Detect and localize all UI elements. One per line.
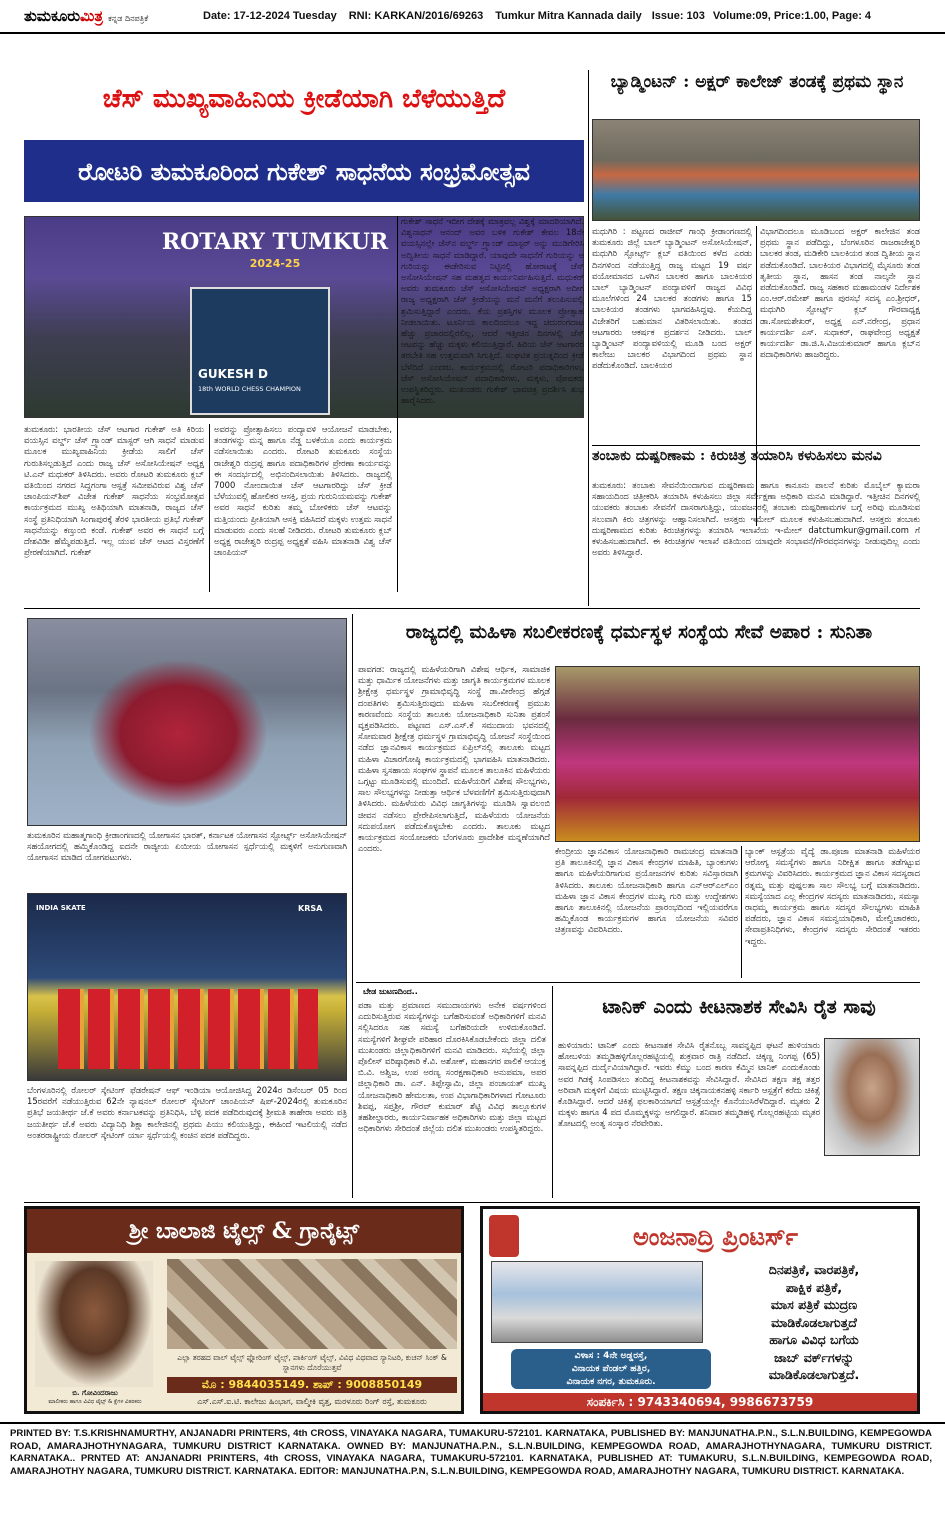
- section-rule: [356, 982, 920, 983]
- badminton-body-col1: ಮಧುಗಿರಿ : ಪಟ್ಟಣದ ರಾಜೀವ್ ಗಾಂಧಿ ಕ್ರೀಡಾಂಗಣದಲ್ಲಿ ತುಮಕೂರು ಜಿಲ್ಲೆ ಬಾಲ್ ಬ್ಯಾಡ್ಮಿಂಟನ್ ಅಸೋಸಿಯೇಷನ್, ಮಧುಗಿರಿ ಸ್ಪೋರ್ಟ್ಸ್ ಕ್ಲಬ್ ವತಿಯಿಂದ ಕಳೆದ ಎರಡು ದಿನಗಳಿಂದ ನಡೆಯುತ್ತಿದ್ದ ರಾಜ್ಯ ಮಟ್ಟದ 19 ವರ್ಷ ವಯೋಮಾನದ ಒಳಗಿನ ಬಾಲಕರ ಹಾಗೂ ಬಾಲಕಿಯರ ಬಾಲ್ ಬ್ಯಾಡ್ಮಿಂಟನ್ ಪಂದ್ಯಾವಳಿಗೆ ರಾಜ್ಯದ ವಿವಿಧ ಮೂಲೆಗಳಿಂದ 24 ಬಾಲಕರ ತಂಡಗಳು ಹಾಗೂ 15 ಬಾಲಕಿಯರ ತಂಡಗಳು ಭಾಗವಹಿಸಿದ್ದವು. ಕೆಯದಿದ್ದ ವಿಜೇತರಿಗೆ ಬಹುಮಾನ ವಿತರಿಸಲಾಯಿತು. ತಂಡದ ಆಟಗಾರರು ಆಕರ್ಷಕ ಪ್ರದರ್ಶನ ನೀಡಿದರು. ಬಾಲ್ ಬ್ಯಾಡ್ಮಿಂಟನ್ ಪಂದ್ಯಾವಳಿಯಲ್ಲಿ ಮೂಡಿ ಬಂದ ಅಕ್ಷರ್ ಕಾಲೇಜು ಬಾಲಕರ ವಿಭಾಗದಿಂದ ಪ್ರಥಮ ಸ್ಥಾನ ಪಡೆದುಕೊಂಡಿದೆ. ಬಾಲಕಿಯರ: [592, 226, 752, 371]
- chess-kicker: ಚೆಸ್ ಮುಖ್ಯವಾಹಿನಿಯ ಕ್ರೀಡೆಯಾಗಿ ಬೆಳೆಯುತ್ತಿದೆ: [102, 84, 506, 114]
- anjanadri-printers-ad: [480, 1206, 920, 1414]
- address-line: ವಿನಾಯಕ ಪೆಂಡಲ್ ಹತ್ತಿರ,: [571, 1364, 651, 1374]
- hanuman-icon: [489, 1215, 519, 1257]
- column-rule: [352, 614, 353, 1198]
- rni-number: RNI: KARKAN/2016/69263: [348, 10, 484, 22]
- public-meeting-body: ಪಡಾ ಮತ್ತು ಪ್ರಮಾಣದ ಸಮುದಾಯಗಳು ಅನೇಕ ವರ್ಷಗಳಿಂದ ಎದುರಿಸುತ್ತಿರುವ ಸಮಸ್ಯೆಗಳನ್ನು ಬಗೆಹರಿಸುವಂತೆ ಅಧಿಕಾರಿಗಳಿಗೆ ಮನವಿ ಸಲ್ಲಿಸಿದರೂ ಸಹ ಸಮಸ್ಯೆ ಬಗೆಹರಿಯದೇ ಉಳಿದುಕೊಂಡಿದೆ. ಸಮಸ್ಯೆಗಳಿಗೆ ಶೀಘ್ರವೇ ಪರಿಹಾರ ದೊರಕಿಸಿಕೊಡಬೇಕೆಂದು ಜಿಲ್ಲಾ ದಲಿತ ಮುಖಂಡರು ಜಿಲ್ಲಾಧಿಕಾರಿಗಳಿಗೆ ಮನವಿ ಮಾಡಿದರು. ಸಭೆಯಲ್ಲಿ ಜಿಲ್ಲಾ ಪೊಲೀಸ್ ವರಿಷ್ಠಾಧಿಕಾರಿ ಕೆ.ವಿ. ಅಶೋಕ್, ಮಹಾನಗರ ಪಾಲಿಕೆ ಆಯುಕ್ತ ಬಿ.ವಿ. ಅಶ್ವಿಜ, ಉಪ ಅರಣ್ಯ ಸಂರಕ್ಷಣಾಧಿಕಾರಿ ಅನುಪಮಾ, ಅಪರ ಜಿಲ್ಲಾಧಿಕಾರಿ ಡಾ. ಎನ್. ತಿಪ್ಪೇಸ್ವಾಮಿ, ಜಿಲ್ಲಾ ಪಂಚಾಯತ್ ಮುಖ್ಯ ಯೋಜನಾಧಿಕಾರಿ ಹೇಮಲತಾ, ಉಪ ವಿಭಾಗಾಧಿಕಾರಿಗಳಾದ ಗೋಟೂರು ಶಿವಪ್ಪ, ಸಪ್ತಶ್ರೀ, ಗೌರವ್ ಕುಮಾರ್ ಶೆಟ್ಟಿ ವಿವಿಧ ತಾಲ್ಲೂಕುಗಳ ತಹಶೀಲ್ದಾರರು, ಕಾರ್ಯನಿರ್ವಾಹಕ ಅಧಿಕಾರಿಗಳು ಮತ್ತು ಜಿಲ್ಲಾ ಮಟ್ಟದ ಅಧಿಕಾರಿಗಳು ಸೇರಿದಂತೆ ಜಿಲ್ಲೆಯ ದಲಿತ ಮುಖಂಡರು ಉಪಸ್ಥಿತರಿದ್ದರು.: [358, 1000, 546, 1134]
- anjanadri-contact: ಸಂಪರ್ಕಿಸಿ : 9743340694, 9986673759: [483, 1393, 917, 1411]
- chess-headline: ರೋಟರಿ ತುಮಕೂರಿಂದ ಗುಕೇಶ್ ಸಾಧನೆಯ ಸಂಭ್ರಮೋತ್ಸವ: [24, 140, 584, 202]
- photo-banner-year: 2024-25: [249, 257, 301, 270]
- women-event-photo: [555, 666, 920, 842]
- farmer-body: ಹುಳಿಯಾರು: ಟಾನಿಕ್ ಎಂದು ಕೀಟನಾಶಕ ಸೇವಿಸಿ ರೈತನೊಬ್ಬ ಸಾವನ್ನಪ್ಪಿದ ಘಟನೆ ಹುಳಿಯಾರು ಹೋಬಳಿಯ ತಮ್ಮಡಿಹಳ್ಳಿಗೊಲ್ಲರಹಟ್ಟಿಯಲ್ಲಿ ಶುಕ್ರವಾರ ರಾತ್ರಿ ನಡೆದಿದೆ. ಚಿಕ್ಕಣ್ಣ ನಿಂಗಪ್ಪ (65) ಸಾವನ್ನಪ್ಪಿದ ದುರ್ದೈವಿಯಾಗಿದ್ದಾರೆ. ಇವರು ಕೆಮ್ಮು ಬಂದ ಕಾರಣ ಕೆಮ್ಮಿನ ಟಾನಿಕ್ ಎಂದುಕೊಂಡು ಅವರ ಗಿಡಕ್ಕೆ ಸಿಂಪಡಿಸಲು ತಂದಿದ್ದ ಕೀಟನಾಶಕವನ್ನು ಸೇವಿಸಿದ್ದಾರೆ. ಸೇವಿಸಿದ ತಕ್ಷಣ ತಕ್ಷ ತತ್ತರ ಅರಿವಾಗಿ ಮಕ್ಕಳಿಗೆ ವಿಷಯ ಮುಟ್ಟಿಸಿದ್ದಾರೆ. ತಕ್ಷಣ ಚಿಕ್ಕನಾಯಕನಹಳ್ಳಿ ಸರ್ಕಾರಿ ಆಸ್ಪತ್ರೆಗೆ ಕರೆದು ಚಿಕಿತ್ಸೆ ಕೊಡಿಸಿದ್ದಾರೆ. ಆದರೆ ಚಿಕಿತ್ಸೆ ಫಲಕಾರಿಯಾಗದೆ ಆಸ್ಪತ್ರೆಯಲ್ಲೇ ಕೊನೆಯುಸಿರೆಳೆದಿದ್ದಾರೆ. ಮೃತರು 2 ಮಕ್ಕಳು ಹಾಗೂ 4 ಪದ ಮೊಮ್ಮಕ್ಕಳನ್ನು ಅಗಲಿದ್ದಾರೆ. ಶನಿವಾರ ತಮ್ಮಡಿಹಳ್ಳಿ ಗೊಲ್ಲರಹಟ್ಟಿಯ ಮೃತರ ತೋಟದಲ್ಲಿ ಅಂತ್ಯ ಸಂಸ್ಕಾರ ನೆರವೇರಿತು.: [558, 1040, 820, 1129]
- anjanadri-ad-title: ಅಂಜನಾದ್ರಿ ಪ್ರಿಂಟರ್ಸ್: [632, 1221, 798, 1251]
- anjanadri-address-box: [511, 1349, 711, 1389]
- service-line: ಹಾಗೂ ವಿವಿಧ ಬಗೆಯ: [769, 1332, 859, 1347]
- column-rule: [552, 986, 553, 1198]
- poster-subtitle: 18th WORLD CHESS CHAMPION: [198, 385, 301, 393]
- badminton-team-photo: [592, 119, 920, 221]
- skate-banner-left: INDIA SKATE: [36, 904, 86, 912]
- paper-name: Tumkur Mitra Kannada daily: [495, 10, 642, 22]
- roller-skating-photo: [27, 893, 347, 1081]
- proprietor-photo: [35, 1261, 153, 1387]
- women-empowerment-headline: ರಾಜ್ಯದಲ್ಲಿ ಮಹಿಳಾ ಸಬಲೀಕರಣಕ್ಕೆ ಧರ್ಮಸ್ಥಳ ಸಂಸ್ಥೆಯ ಸೇವೆ ಅಪಾರ : ಸುನಿತಾ: [405, 622, 873, 643]
- chess-body-col1: ತುಮಕೂರು: ಭಾರತೀಯ ಚೆಸ್ ಆಟಗಾರ ಗುಕೇಶ್ ಅತಿ ಕಿರಿಯ ವಯಸ್ಸಿನ ವರ್ಲ್ಡ್ ಚೆಸ್ ಗ್ರ್ಯಾಂಡ್ ಮಾಸ್ಟರ್ ಆಗಿ ಸಾಧನೆ ಮಾಡುವ ಮೂಲಕ ಮುಖ್ಯವಾಹಿನಿಯ ಕ್ರೀಡೆಯ ಸಾಲಿಗೆ ಚೆಸ್ ಗುರುತಿಸಲ್ಪಡುತ್ತಿದೆ ಎಂದು ರಾಜ್ಯ ಚೆಸ್ ಅಸೋಸಿಯೇಷನ್ ಅಧ್ಯಕ್ಷ ಟಿ.ಎನ್ ಮಧುಕರ್ ತಿಳಿಸಿದರು. ಅವರು ರೋಟರಿ ತುಮಕೂರು ಕ್ಲಬ್ ವತಿಯಿಂದ ನಗರದ ಸಿದ್ದಗಂಗಾ ಆಸ್ಪತ್ರೆ ಸಮೀಪವಿರುವ ವಿಶ್ವ ಚೆಸ್ ಚಾಂಪಿಯನ್‌ಶಿಪ್ ವಿಜೇತ ಗುಕೇಶ್ ಸಾಧನೆಯ ಸಂಭ್ರಮೋತ್ಸವ ಕಾರ್ಯಕ್ರಮದ ಮುಖ್ಯ ಅತಿಥಿಯಾಗಿ ಮಾತನಾಡಿ, ರಾಜ್ಯದ ಚೆಸ್ ಸಂಸ್ಥೆ ಪ್ರತಿನಿಧಿಯಾಗಿ ಸಿಂಗಾಪುರಕ್ಕೆ ತೆರಳಿ ಭಾರತೀಯ ಪ್ರತಿಭೆ ಗುಕೇಶ್ ಸಾಧನೆಯನ್ನು ಕಣ್ತುಂಬಿ ಕಂಡೆ. ಗುಕೇಶ್ ಅವರ ಈ ಸಾಧನೆ ಬಗ್ಗೆ ದೇಶವಿಡೀ ಹೆಮ್ಮೆಪಡುತ್ತಿದೆ. ಇಲ್ಲ ಯುವ ಚೆಸ್ ಆಟದ ವಿಸ್ತರಣೆಗೆ ಪ್ರೇರಣೆಯಾಗಿದೆ. ಗುಕೇಶ್: [24, 424, 204, 558]
- chess-body-col2: ಅವರನ್ನು ಪ್ರೋತ್ಸಾಹಿಸಲು ಪಂದ್ಯಾವಳಿ ಆಯೋಜನೆ ಮಾಡಬೇಕು, ತಂಡಗಳನ್ನು ಮನ್ನ ಹಾಗೂ ನೆಡ್ಡ ಬಳಕೆಯೂ ಎಂದು ಕಾರ್ಯಕ್ರಮ ನಡೆಸಲಾಯಿತು ಎಂದರು. ರೋಟರಿ ತುಮಕೂರು ಸಂಸ್ಥೆಯ ರಾಜೇಶ್ವರಿ ರುದ್ರಪ್ಪ ಹಾಗೂ ಪದಾಧಿಕಾರಿಗಳ ಪ್ರೇರಣಾ ಕಾರ್ಯವನ್ನು ಈ ಸಂದರ್ಭದಲ್ಲಿ ಅಭಿನಂದಿಸಲಾಯಿತು ತಿಳಿಸಿದರು. ರಾಜ್ಯದಲ್ಲಿ 7000 ನೋಂದಾಯಿತ ಚೆಸ್ ಆಟಗಾರರಿದ್ದು ಚೆಸ್ ಕ್ರೀಡೆ ಬೆಳೆಯುವಲ್ಲಿ ಹೋಲಿಕರ ಆಸಕ್ತಿ, ಪ್ರಯ ಗುರುನಿಯಮವನ್ನು ಗುಕೇಶ್ ಅವರ ಸಾಧನೆ ಕುರಿತು ತಮ್ಮ ಬೋಳಿಕರು ಚೆಸ್ ಆಟವನ್ನು ಮತ್ತಿಯಂದು ಪ್ರೀತಿಯಾಗಿ ಆಸಕ್ತಿ ವಹಿಸಿದರೆ ಮಕ್ಕಳು ಉತ್ತಮ ಸಾಧನೆ ಮಾಡುವರು ಎಂದು ಸಲಹೆ ನೀಡಿದರು. ರೋಟರಿ ತುಮಕೂರು ಕ್ಲಬ್ ಅಧ್ಯಕ್ಷ ರಾಜೇಶ್ವರಿ ರುದ್ರಪ್ಪ ಅಧ್ಯಕ್ಷತೆ ವಹಿಸಿ ಮಾತನಾಡಿ ವಿಶ್ವ ಚೆಸ್ ಚಾಂಪಿಯನ್: [214, 424, 392, 558]
- tobacco-body: ತುಮಕೂರು: ತಂಬಾಕು ಸೇವನೆಯಿಂದಾಗುವ ದುಷ್ಪರಿಣಾಮ ಹಾಗೂ ಕಾನೂನು ಪಾಲನೆ ಕುರಿತು ಮೊಬೈಲ್ ಕ್ಯಾಮರಾ ಸಹಾಯದಿಂದ ಚಿತ್ರೀಕರಿಸಿ ತಯಾರಿಸಿ ಕಳುಹಿಸಲು ಜಿಲ್ಲಾ ಸರ್ವೇಕ್ಷಣಾ ಅಧಿಕಾರಿ ಮನವಿ ಮಾಡಿದ್ದಾರೆ. ಇತ್ತೀಚಿನ ದಿನಗಳಲ್ಲಿ ಯುವಕರು ತಂಬಾಕು ಸೇವನೆಗೆ ದಾಸರಾಗುತ್ತಿದ್ದು, ಯುವಜನರಲ್ಲಿ ತಂಬಾಕು ದುಷ್ಪರಿಣಾಮಗಳ ಬಗ್ಗೆ ಅರಿವು ಮೂಡಿಸುವ ಸಲುವಾಗಿ ಕಿರು ಚಿತ್ರಗಳನ್ನು ಆಹ್ವಾನಿಸಲಾಗಿದೆ. ಆಸಕ್ತರು ಇಮೇಲ್ ಮೂಲಕ ಕಳುಹಿಸಬಹುದಾಗಿದೆ. ಆಸಕ್ತರು ತಂಬಾಕು ದುಷ್ಪರಿಣಾಮದ ಕುರಿತು ಕಿರುಚಿತ್ರಗಳನ್ನು ತಯಾರಿಸಿ ಇಲಾಖೆಯ ಇ-ಮೇಲ್ datctumkur@gmail.com ಗೆ ಕಳುಹಿಸಬಹುದಾಗಿದೆ. ಈ ಕಿರುಚಿತ್ರಗಳ ಇಲಾಖೆ ವತಿಯಿಂದ ಯಾವುದೇ ಸಂಭಾವನೆ/ಗೌರವಧನಗಳನ್ನು ನೀಡುವುದಿಲ್ಲ ಎಂದು ಅವರು ತಿಳಿಸಿದ್ದಾರೆ.: [592, 480, 920, 558]
- service-line: ಮಾಸ ಪತ್ರಿಕೆ ಮುದ್ರಣ: [770, 1297, 858, 1312]
- service-line: ಪಾಕ್ಷಿಕ ಪತ್ರಿಕೆ,: [785, 1279, 843, 1295]
- skating-caption: ಬೆಂಗಳೂರಿನಲ್ಲಿ ರೋಲರ್ ಸ್ಕೇಟಿಂಗ್ ಫೆಡರೇಷನ್ ಆಫ್ ಇಂಡಿಯಾ ಆಯೋಜಿಸಿದ್ದ 2024ರ ಡಿಸೆಂಬರ್ 05 ರಿಂದ 15ರವರೆಗೆ ನಡೆಯುತ್ತಿರುವ 62ನೇ ನ್ಯಾಷನಲ್ ರೋಲರ್ ಸ್ಕೇಟಿಂಗ್ ಚಾಂಪಿಯನ್ ಷಿಪ್-2024ರಲ್ಲಿ ತುಮಕೂರಿನ ಪ್ರತಿಭೆ ಜಯತೀರ್ಥ ಜೆ.ಕೆ ಅವರು ಕರ್ನಾಟಕವನ್ನು ಪ್ರತಿನಿಧಿಸಿ, ಬೆಳ್ಳಿ ಪದಕ ಪಡೆದಿರುವುದಕ್ಕೆ ಶ್ರೀಮತಿ ತಾಹೇರಾ ಅವರು ಪತ್ರಿ ಜಯತೀರ್ಥ ಜೆ.ಕೆ ಅವರು ವಿದ್ಯಾನಿಧಿ ಶಿಕ್ಷಾ ಕಾಲೇಜಿನಲ್ಲಿ ಪ್ರಥಮ ಪಿಯು ಕಲಿಯುತ್ತಿದ್ದು, ಈಹಿಂದೆ ಇಟಲಿಯಲ್ಲಿ ನಡೆದ ಅಂತರರಾಷ್ಟ್ರೀಯ ರೋಲರ್ ಸ್ಕೇಟಿಂಗ್ ರ್ಯಾ ಸ್ಪರ್ಧೆಯಲ್ಲಿ ಕಂಚಿನ ಪದಕ ಪಡೆದಿದ್ದರು.: [27, 1085, 347, 1140]
- address-line: ವಿಳಾಸ : 4ನೇ ಅಡ್ಡರಸ್ತೆ,: [574, 1351, 648, 1361]
- farmer-headline: ಟಾನಿಕ್ ಎಂದು ಕೀಟನಾಶಕ ಸೇವಿಸಿ ರೈತ ಸಾವು: [602, 996, 876, 1018]
- badminton-body-col2: ವಿಭಾಗದಿಂದಲೂ ಮೂಡಿಬಂದ ಅಕ್ಷರ್ ಕಾಲೇಜಿನ ತಂಡ ಪ್ರಥಮ ಸ್ಥಾನ ಪಡೆದಿದ್ದು, ಬೆಂಗಳೂರಿನ ರಾಜರಾಜೇಶ್ವರಿ ಬಾಲಕರ ತಂಡ, ಮಡಿಕೇರಿ ಬಾಲಕಿಯರ ತಂಡ ದ್ವಿತೀಯ ಸ್ಥಾನ ಪಡೆದುಕೊಂಡಿದೆ. ಬಾಲಕಿಯರ ವಿಭಾಗದಲ್ಲಿ ಮೈಸೂರು ತಂಡ ತೃತೀಯ ಸ್ಥಾನ, ಹಾಸನ ತಂಡ ನಾಲ್ಕನೇ ಸ್ಥಾನ ಪಡೆದುಕೊಂಡಿದೆ. ರಾಜ್ಯ ಸಹಕಾರ ಮಹಾಮಂಡಳ ನಿರ್ದೇಶಕ ಎಂ.ಆರ್.ರಮೇಶ್ ಹಾಗೂ ಪುರಸಭೆ ಸದಸ್ಯ ಎಂ.ಶ್ರೀಧರ್, ಮಧುಗಿರಿ ಸ್ಪೋರ್ಟ್ಸ್ ಕ್ಲಬ್ ಗೌರವಾಧ್ಯಕ್ಷ ಡಾ.ಸೋಮಶೇಖರ್, ಅಧ್ಯಕ್ಷ ಎನ್.ನರೇಂದ್ರ, ಪ್ರಧಾನ ಕಾರ್ಯದರ್ಶಿ ಎಸ್. ಸುಧಾಕರ್, ರಾಘವೇಂದ್ರ ಅಧ್ಯಕ್ಷತೆ ಕಾರ್ಯದರ್ಶಿ ಡಾ.ಜಿ.ಸಿ.ವಿಜಯಕುಮಾರ್ ಹಾಗೂ ಕ್ಲಬ್‌ನ ಪದಾಧಿಕಾರಿಗಳು ಹಾಜರಿದ್ದರು.: [760, 226, 920, 360]
- service-line: ಜಾಬ್ ವರ್ಕ್‌ಗಳನ್ನು: [773, 1349, 855, 1365]
- section-rule: [592, 445, 920, 446]
- balaji-phone: ಮೊ : 9844035149. ಶಾಪ್ : 9008850149: [167, 1377, 457, 1393]
- masthead-logo: [0, 7, 199, 25]
- balaji-services: ಎಲ್ಲಾ ತರಹದ ವಾಲ್ ಟೈಲ್ಸ್ ಫ್ಲೋರಿಂಗ್ ಟೈಲ್ಸ್, ಪಾರ್ಕಿಂಗ್ ಟೈಲ್ಸ್, ವಿವಿಧ ವಿಧವಾದ ಸ್ಯಾನಿಟರಿ, ಕುಚನ್ ಸಿಂಕ್ & ಸ್ನಾನಗಳು ದೊರೆಯುತ್ತವೆ: [177, 1353, 447, 1372]
- proprietor-role: ಮಾಲೀಕರು ಹಾಗೂ ವಿವಿಧ ಟೈಲ್ಸ್ & ಕ್ಲೆಗಳ ವಿತರಕರು: [48, 1399, 142, 1405]
- tobacco-headline: ತಂಬಾಕು ದುಷ್ಪರಿಣಾಮ : ಕಿರುಚಿತ್ರ ತಯಾರಿಸಿ ಕಳುಹಿಸಲು ಮನವಿ: [592, 448, 882, 464]
- anjanadri-services: [711, 1261, 917, 1393]
- yoga-caption: ತುಮಕೂರಿನ ಮಹಾತ್ಮಗಾಂಧಿ ಕ್ರೀಡಾಂಗಣದಲ್ಲಿ ಯೋಗಾಸನ ಭಾರತ್, ಕರ್ನಾಟಕ ಯೋಗಾಸನ ಸ್ಪೋರ್ಟ್ಸ್ ಅಸೋಸಿಯೇಷನ್ ಸಹಯೋಗದಲ್ಲಿ ಹಮ್ಮಿಕೊಂಡಿದ್ದ ಐದನೇ ರಾಜ್ಯೀಯ ಏಯೀಯ ಯೋಗಾಸನ ಸ್ಪರ್ಧೆಯಲ್ಲಿ ಮಕ್ಕಳಿಗೆ ಅನುಗುಣವಾಗಿ ಯೋಗಾಸನ ಮಾಡಿದ ಯೋಗಪಟುಗಳು.: [27, 830, 347, 863]
- imprint-rule: [0, 1422, 945, 1424]
- masthead-subtitle: ಕನ್ನಡ ದಿನಪತ್ರಿಕೆ: [108, 14, 149, 23]
- balaji-address: ಎಸ್.ಎಸ್.ಐ.ಟಿ. ಕಾಲೇಜು ಹಿಂಭಾಗ, ವಾಲ್ಮೀಕಿ ವೃತ್ತ, ಮರಳೂರು ರಿಂಗ್ ರಸ್ತೆ, ತುಮಕೂರು: [197, 1397, 427, 1406]
- service-line: ಮಾಡಿಕೊಡಲಾಗುತ್ತದೆ.: [768, 1367, 860, 1382]
- farmer-portrait-photo: [824, 1038, 920, 1156]
- printers-imprint: PRINTED BY: T.S.KRISHNAMURTHY, ANJANADRI PRINTERS, 4th CROSS, VINAYAKA NAGARA, TUMAKURU-572101. KARNATAKA, PUBLISHED BY: MANJUNATHA.P.N., S.L.N.BUILDING, KEMPEGOWDA ROAD, AMARAJHOTHYNAGARA, TUMKURU DISTRICT KARNATAKA. OWNED BY: MANJUNATHA.P.N., S.L.N.BUILDING, KEMPEGOWDA ROAD, AMARAJHOTHYNAGARA, TUMKURU DISTRICT. KARNATAKA.. PRNTED AT: ANJANADRI PRINTERS, 4th CROSS, VINAYAKA NAGARA, TUMAKURU-572101. KARNATAKA, PUBLISHED AT: TUMAKURU, S.L.N.BUILDING, KEMPEGOWDA ROAD, AMARAJHOTHY NAGARA, TUMKURU DISTRICT. KARNATAKA. EDITOR: MANJUNATHA.P.N, S.L.N.BUILDING, KEMPEGOWDA ROAD, AMARAJHOTHY NAGARA, TUMKURU DISTRICT. KARNATAKA.: [10, 1428, 932, 1477]
- column-rule: [397, 216, 398, 592]
- masthead-name-part1: ತುಮಕೂರು: [24, 7, 81, 25]
- service-line: ದಿನಪತ್ರಿಕೆ, ವಾರಪತ್ರಿಕೆ,: [768, 1262, 860, 1277]
- issue-date: Date: 17-12-2024 Tuesday: [203, 10, 337, 22]
- continued-tag: ಬೇಡ ಜುಟಣದಿಂದ..: [363, 987, 418, 996]
- column-rule: [588, 70, 589, 606]
- women-body-col3: ಬ್ಯಾಂಕ್ ಆಸ್ಪತ್ರೆಯ ವೈದ್ಯೆ ಡಾ.ಪೂಜಾ ಮಾತನಾಡಿ ಮಹಿಳೆಯರ ಆರೋಗ್ಯ ಸಮಸ್ಯೆಗಳು ಹಾಗೂ ನಿರೀಕ್ಷಿತ ಹಾಗೂ ತಡೆಗಟ್ಟುವ ಕ್ರಮಗಳನ್ನು ವಿವರಿಸಿದರು. ಕಾರ್ಯಕ್ರಮದ ಜ್ಞಾನ ವಿಕಾಸ ಸದಸ್ಯರಾದ ರತ್ನಮ್ಮ ಮತ್ತು ಪುಷ್ಪಲತಾ ಸಾಲ ಸೌಲಭ್ಯ ಬಗ್ಗೆ ಮಾತನಾಡಿದರು. ಸಮಸ್ಯೆಯಾದ ಎಲ್ಲ ಕೇಂದ್ರಗಳ ಸದಸ್ಯರು ಮಾತನಾಡಿದರು, ಸಮಸ್ಯಾ ರಾಧಮ್ಮ ಕಾರ್ಯಕ್ರಮ ಹಾಗೂ ಸದಸ್ಯರ ಸೌಲಭ್ಯಗಳು ಮಾಹಿತಿ ಪಡೆದರು, ಜ್ಞಾನ ವಿಕಾಸ ಸಮನ್ವಯಾಧಿಕಾರಿ, ಮೇಲ್ವಿಚಾರಕರು, ಸೇವಾಪ್ರತಿನಿಧಿಗಳು, ಕೇಂದ್ರಗಳ ಸದಸ್ಯರು ಸೇರಿದಂತೆ ಇತರರು ಇದ್ದರು.: [745, 846, 920, 946]
- yoga-performers-shape: [88, 659, 268, 809]
- section-rule: [24, 608, 920, 609]
- skate-banner-right: KRSA: [298, 904, 323, 913]
- skaters-lineup: [58, 989, 318, 1069]
- column-rule: [209, 424, 210, 592]
- balaji-ad-title: ಶ್ರೀ ಬಾಲಾಜಿ ಟೈಲ್ಸ್ & ಗ್ರಾನೈಟ್ಸ್: [27, 1209, 461, 1253]
- photo-banner-text: ROTARY TUMKUR: [161, 229, 389, 255]
- women-body-col1: ಪಾವಗಡ: ರಾಜ್ಯದಲ್ಲಿ ಮಹಿಳೆಯರಿಗಾಗಿ ವಿಶೇಷ ಆರ್ಥಿಕ, ಸಾಮಾಜಿಕ ಮತ್ತು ಧಾರ್ಮಿಕ ಯೋಜನೆಗಳು ಮತ್ತು ಜಾಗೃತಿ ಕಾರ್ಯಕ್ರಮಗಳ ಮೂಲಕ ಶ್ರೀಕ್ಷೇತ್ರ ಧರ್ಮಸ್ಥಳ ಗ್ರಾಮಾಭಿವೃದ್ಧಿ ಸಂಸ್ಥೆ ಡಾ.ವೀರೇಂದ್ರ ಹೆಗ್ಗಡೆ ದಂಪತಿಗಳು ಶ್ರಮಿಸುತ್ತಿರುವುದು ಮಹಿಳಾ ಸಬಲೀಕರಣಕ್ಕೆ ಪ್ರಮುಖ ಕಾರಣವೆಂದು ಸಂಸ್ಥೆಯ ತಾಲೂಕು ಯೋಜನಾಧಿಕಾರಿ ಸುನಿತಾ ಪ್ರಶಂಸೆ ವ್ಯಕ್ತಪಡಿಸಿದರು. ಪಟ್ಟಣದ ಎಸ್.ಎಸ್.ಕೆ ಸಮುದಾಯ ಭವನದಲ್ಲಿ ಸೋಮವಾರ ಶ್ರೀಕ್ಷೇತ್ರ ಧರ್ಮಸ್ಥಳ ಗ್ರಾಮಾಭಿವೃದ್ಧಿ ಯೋಜನೆ ಸಂಸ್ಥೆಯಿಂದ ನಡೆದ ಜ್ಞಾನವಿಕಾಸ ಕಾರ್ಯಕ್ರಮದ ಏಪ್ರಿಲ್‌ನಲ್ಲಿ ತಾಲೂಕು ಮಟ್ಟದ ಮಹಿಳಾ ವಿಚಾರಗೋಷ್ಠಿ ಕಾರ್ಯಕ್ರಮದಲ್ಲಿ ಭಾಗವಹಿಸಿ ಮಾತನಾಡಿದರು. ಮಹಿಳಾ ಸ್ವಸಹಾಯ ಸಂಘಗಳ ಸ್ಥಾಪನೆ ಮೂಲಕ ತಾಲೂಕಿನ ಮಹಿಳೆಯರು ಒಗ್ಗಟ್ಟು ಮೂಡಿಸುವಲ್ಲಿ ಮುಂದಿದೆ. ಮಹಿಳೆಯರಿಗೆ ವಿಶೇಷ ಸೌಲಭ್ಯಗಳು, ಸಾಲ ಸೌಲಭ್ಯಗಳನ್ನು ನೀಡುತ್ತಾ ಆರ್ಥಿಕ ಬೆಳವಣಿಗೆಗೆ ಶ್ರಮಿಸುತ್ತಿರುವುದಾಗಿ ತಿಳಿಸಿದರು. ಮಹಿಳೆಯರು ವಿವಿಧ ಜಾಗೃತಿಗಳನ್ನು ಮೂಡಿಸಿ ಸ್ವಾವಲಂಬಿ ಜೀವನ ನಡೆಸಲು ಪ್ರೇರೇಪಿಸಲಾಗುತ್ತಿದೆ, ಮಹಿಳೆಯರು ಯೋಜನೆಯ ಸದುಪಯೋಗ ಪಡೆದುಕೊಳ್ಳಬೇಕು ಎಂದರು. ತಾಲೂಕು ಮಟ್ಟದ ಕಾರ್ಯಕ್ರಮದ ಸಂಯೋಜಕರು ಬೆಂಗಳೂರು ಪ್ರಾದೇಶಿಕ ಮನ್ನಣೆಯಾಗಿದೆ ಎಂದರು.: [358, 664, 550, 854]
- women-body-col2: ಕೇಂದ್ರೀಯ ಜ್ಞಾನವಿಕಾಸ ಯೋಜನಾಧಿಕಾರಿ ರಾಮಚಂದ್ರ ಮಾತನಾಡಿ ಪ್ರತಿ ತಾಲೂಕಿನಲ್ಲಿ ಜ್ಞಾನ ವಿಕಾಸ ಕೇಂದ್ರಗಳ ಮಾಹಿತಿ, ಬ್ಯಾಂಕುಗಳು ಹಾಗೂ ಮಹಿಳೆಯರಿಗಾಗುವ ಪ್ರಯೋಜನಗಳ ಕುರಿತು ಸವಿಸ್ತಾರವಾಗಿ ತಿಳಿಸಿದರು. ತಾಲೂಕು ಯೋಜನಾಧಿಕಾರಿ ಹಾಗೂ ಎನ್‌ಆರ್‌ಎಲ್‌ಎಂ ಮಹಿಳಾ ಜ್ಞಾನ ವಿಕಾಸ ಕೇಂದ್ರಗಳ ಮುಖ್ಯ ಗುರಿ ಮತ್ತು ಉದ್ದೇಶಗಳು ಹಾಗೂ ತಾಲೂಕಿನಲ್ಲಿ ಯೋಜನೆಯ ಪ್ರಾರಂಭದಿಂದ ಇಲ್ಲಿಯವರೆಗೂ ಹಮ್ಮಿಕೊಂಡ ಕಾರ್ಯಕ್ರಮಗಳ ಹಾಗೂ ಯೋಜನೆಯ ಸವಿವರ ಚಿತ್ರಣವನ್ನು ವಿವರಿಸಿದರು.: [555, 846, 738, 935]
- masthead-bar: [0, 0, 945, 34]
- chess-body-col3: ಗುಕೇಶ್ ಸಾಧನೆ ಇದೀಗ ದೇಶಕ್ಕೆ ಮಾತ್ರವಲ್ಲ ವಿಶ್ವಕ್ಕೆ ಮಾದರಿಯಾಗಿದೆ. ವಿಶ್ವನಾಥನ್ ಆನಂದ್ ಅವರ ಬಳಿಕ ಗುಕೇಶ್ ಕೇವಲ 18ನೇ ವಯಸ್ಸಿನಲ್ಲೇ ಚೆಸ್‌ನ ವರ್ಲ್ಡ್ ಗ್ರ್ಯಾಂಡ್ ಮಾಸ್ಟರ್ ಅನ್ನು ಮುಡಿಗೇರಿಸಿ ಅದ್ವಿತೀಯ ಸಾಧನೆ ಮಾಡಿದ್ದಾರೆ. ಯಾವುದೇ ಸಾಧನೆಗೆ ಗುರಿಯನ್ನು ಆ ಗುರಿಯನ್ನು ಈಡೇರಿಸುವ ನಿಟ್ಟಿನಲ್ಲಿ ಹೋರಾಟಕ್ಕೆ ಚೆಸ್ ಅಸೋಸಿಯೇಷನ್ ಸಹ ಮಹತ್ವದ ಕಾರ್ಯನಿರ್ವಹಿಸುತ್ತಿದೆ. ಮಧುಕರ್ ಅವರು ತುಮಕೂರು ಚೆಸ್ ಅಸೋಸಿಯೇಷನ್ ಅಧ್ಯಕ್ಷರಾಗಿ ಅದೀಗ ರಾಜ್ಯ ಅಧ್ಯಕ್ಷರಾಗಿ ಚೆಸ್ ಕ್ರೀಡೆಯನ್ನು ಮನೆ ಮನೆಗೆ ತಲುಪಿಸುವಲ್ಲಿ ಶ್ರಮಿಸುತ್ತಿದ್ದಾರೆ ಎಂದರು. ಕೆಯ ಪ್ರಶಸ್ತಿಗಳ ಮೂಲಕ ಪ್ರೋತ್ಸಾಹ ನೀಡಲಾಯಿತು. ಟೂರ್ನಿಯ ಕಾಲದಿಂದಲೂ ಇದ್ದ ಚದುರಂಗದಾಟ ಹೆಚ್ಚು ಪ್ರಚಾರದಲ್ಲಿರಲಿಲ್ಲ, ಆದರೆ ಇತ್ತೀಚಿನ ದಿನಗಳಲ್ಲಿ ಚೆಸ್ ಆಟವನ್ನು ಹೆಚ್ಚು ಮಕ್ಕಳು ಕಲಿಯುತ್ತಿದ್ದಾರೆ. ಹಿರಿಯ ಚೆಸ್ ಆಟಗಾರರ ತರಬೇತಿ ಸಹ ಉತ್ತಮವಾಗಿ ಸಿಗುತ್ತಿದೆ. ಸಂಘಟಿತ ಪ್ರಯತ್ನದಿಂದ ಕ್ರೀಡೆ ಬೆಳೆದಿದೆ ಎಂದರು. ಕಾರ್ಯಕ್ರಮದಲ್ಲಿ ರೋಟರಿ ಪದಾಧಿಕಾರಿಗಳು, ಚೆಸ್ ಅಸೋಸಿಯೇಷನ್ ಪದಾಧಿಕಾರಿಗಳು, ಮಕ್ಕಳು, ಪೋಷಕರು ಉಪಸ್ಥಿತರಿದ್ದರು. ಮುಖಂಡರು ಗುಕೇಶ್ ಭಾವಚಿತ್ರ ಪ್ರದರ್ಶಿಸಿ ಶುಭ ಹಾರೈಸಿದರು.: [401, 216, 584, 406]
- badminton-headline: ಬ್ಯಾಡ್ಮಿಂಟನ್ : ಅಕ್ಷರ್ ಕಾಲೇಜ್ ತಂಡಕ್ಕೆ ಪ್ರಥಮ ಸ್ಥಾನ: [610, 72, 904, 92]
- tiles-product-display: [167, 1259, 457, 1349]
- volume-price-page: Volume:09, Price:1.00, Page: 4: [712, 10, 872, 22]
- section-rule: [24, 1202, 920, 1203]
- address-line: ವಿನಾಯಕ ನಗರ, ತುಮಕೂರು.: [566, 1377, 656, 1387]
- print-shop-photo: [491, 1261, 703, 1343]
- proprietor-name: ಬಿ. ಗೋವಿಂದರಾಜು: [72, 1389, 118, 1397]
- gukesh-poster: [190, 287, 330, 415]
- service-line: ಮಾಡಿಕೊಡಲಾಗುತ್ತದೆ: [771, 1314, 857, 1330]
- masthead-name-part2: ಮಿತ್ರ: [80, 7, 103, 25]
- yoga-competition-photo: [27, 618, 347, 826]
- issue-number: Issue: 103: [651, 10, 705, 22]
- poster-title: GUKESH D: [198, 367, 268, 381]
- balaji-tiles-ad: [24, 1206, 464, 1414]
- column-rule: [741, 846, 742, 978]
